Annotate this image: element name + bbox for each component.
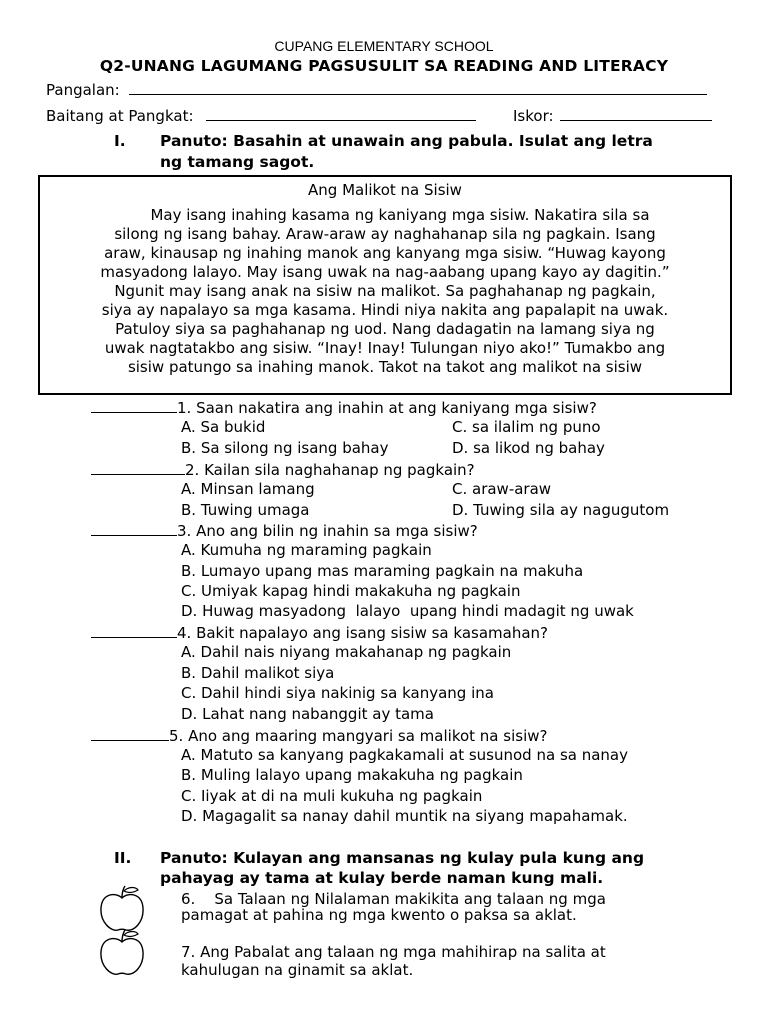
item-6-line1: 6. Sa Talaan ng Nilalaman makikita ang talaan ng mga — [181, 890, 606, 908]
item-7-line2: kahulugan na ginamit sa aklat. — [181, 961, 414, 979]
q3-option-d: D. Huwag masyadong lalayo upang hindi madagit ng uwak — [181, 602, 634, 620]
answer-blank-5[interactable] — [91, 726, 169, 741]
story-title: Ang Malikot na Sisiw — [308, 181, 462, 199]
score-row — [513, 106, 712, 125]
q2-option-a: A. Minsan lamang — [181, 480, 315, 498]
q2-option-d: D. Tuwing sila ay nagugutom — [452, 501, 670, 519]
story-line: Patuloy siya sa paghahanap ng uod. Nang dadagatin na lamang siya ng — [115, 320, 655, 338]
name-label: Pangalan: — [46, 81, 120, 99]
q1-option-b: B. Sa silong ng isang bahay — [181, 439, 389, 457]
question-text: 2. Kailan sila naghahanap ng pagkain? — [185, 461, 475, 479]
answer-blank-3[interactable] — [91, 521, 177, 536]
apple-icon[interactable] — [96, 928, 148, 978]
score-label: Iskor: — [513, 107, 554, 125]
story-line: araw, kinausap ng inahing manok ang kanyang mga sisiw. “Huwag kayong — [104, 244, 666, 262]
q3-option-c: C. Umiyak kapag hindi makakuha ng pagkain — [181, 582, 521, 600]
answer-blank-1[interactable] — [91, 398, 177, 413]
q2-option-c: C. araw-araw — [452, 480, 552, 498]
story-line: silong ng isang bahay. Araw-araw ay naghahanap sila ng pagkain. Isang — [114, 225, 656, 243]
q4-option-b: B. Dahil malikot siya — [181, 664, 335, 682]
grade-row — [46, 106, 476, 125]
part1-instruction-line2: ng tamang sagot. — [160, 153, 315, 171]
q2-option-b: B. Tuwing umaga — [181, 501, 310, 519]
name-row — [46, 80, 707, 99]
q4-option-a: A. Dahil nais niyang makahanap ng pagkain — [181, 643, 512, 661]
name-field[interactable] — [129, 80, 707, 95]
school-name: CUPANG ELEMENTARY SCHOOL — [274, 38, 494, 54]
question-text: 4. Bakit napalayo ang isang sisiw sa kasamahan? — [177, 624, 548, 642]
q4-option-d: D. Lahat nang nabanggit ay tama — [181, 705, 434, 723]
question-text: 3. Ano ang bilin ng inahin sa mga sisiw? — [177, 522, 478, 540]
exam-title: Q2-UNANG LAGUMANG PAGSUSULIT SA READING AND LITERACY — [99, 57, 669, 75]
story-line: masyadong lalayo. May isang uwak na nag-aabang upang kayo ay dagitin.” — [100, 263, 670, 281]
q3-option-b: B. Lumayo upang mas maraming pagkain na makuha — [181, 562, 584, 580]
question-text: 5. Ano ang maaring mangyari sa malikot na sisiw? — [169, 727, 548, 745]
part1-instruction-line1: Panuto: Basahin at unawain ang pabula. Isulat ang letra — [160, 132, 653, 150]
question-4 — [91, 623, 548, 642]
item-6-line2: pamagat at pahina ng mga kwento o paksa sa aklat. — [181, 906, 577, 924]
q1-option-c: C. sa ilalim ng puno — [452, 418, 601, 436]
story-line: siya ay napalayo sa mga kasama. Hindi niya nakita ang papalapit na uwak. — [101, 301, 669, 319]
part2-instruction-line1: Panuto: Kulayan ang mansanas ng kulay pula kung ang — [160, 849, 645, 867]
q5-option-c: C. Iiyak at di na muli kukuha ng pagkain — [181, 787, 483, 805]
q1-option-a: A. Sa bukid — [181, 418, 266, 436]
score-field[interactable] — [560, 106, 712, 121]
question-text: 1. Saan nakatira ang inahin at ang kaniyang mga sisiw? — [177, 399, 597, 417]
story-line: uwak nagtatakbo ang sisiw. “Inay! Inay! Tulungan niyo ako!” Tumakbo ang — [104, 339, 666, 357]
question-1 — [91, 398, 597, 417]
grade-field[interactable] — [206, 106, 476, 121]
apple-icon[interactable] — [96, 884, 148, 934]
question-5 — [91, 726, 547, 745]
story-line: sisiw patungo sa inahing manok. Takot na takot ang malikot na sisiw — [127, 358, 643, 376]
story-line: Ngunit may isang anak na sisiw na malikot. Sa paghahanap ng pagkain, — [114, 282, 656, 300]
item-7-line1: 7. Ang Pabalat ang talaan ng mga mahihirap na salita at — [181, 943, 606, 961]
answer-blank-2[interactable] — [91, 460, 185, 475]
q3-option-a: A. Kumuha ng maraming pagkain — [181, 541, 432, 559]
story-line: May isang inahing kasama ng kaniyang mga sisiw. Nakatira sila sa — [150, 206, 650, 224]
q5-option-b: B. Muling lalayo upang makakuha ng pagkain — [181, 766, 523, 784]
answer-blank-4[interactable] — [91, 623, 177, 638]
story-box — [38, 175, 732, 395]
q4-option-c: C. Dahil hindi siya nakinig sa kanyang ina — [181, 684, 494, 702]
grade-label: Baitang at Pangkat: — [46, 107, 194, 125]
q1-option-d: D. sa likod ng bahay — [452, 439, 605, 457]
q5-option-a: A. Matuto sa kanyang pagkakamali at susunod na sa nanay — [181, 746, 628, 764]
part1-number: I. — [114, 132, 126, 150]
question-2 — [91, 460, 475, 479]
question-3 — [91, 521, 478, 540]
q5-option-d: D. Magagalit sa nanay dahil muntik na siyang mapahamak. — [181, 807, 628, 825]
part2-instruction-line2: pahayag ay tama at kulay berde naman kung mali. — [160, 869, 604, 887]
part2-number: II. — [114, 849, 132, 867]
